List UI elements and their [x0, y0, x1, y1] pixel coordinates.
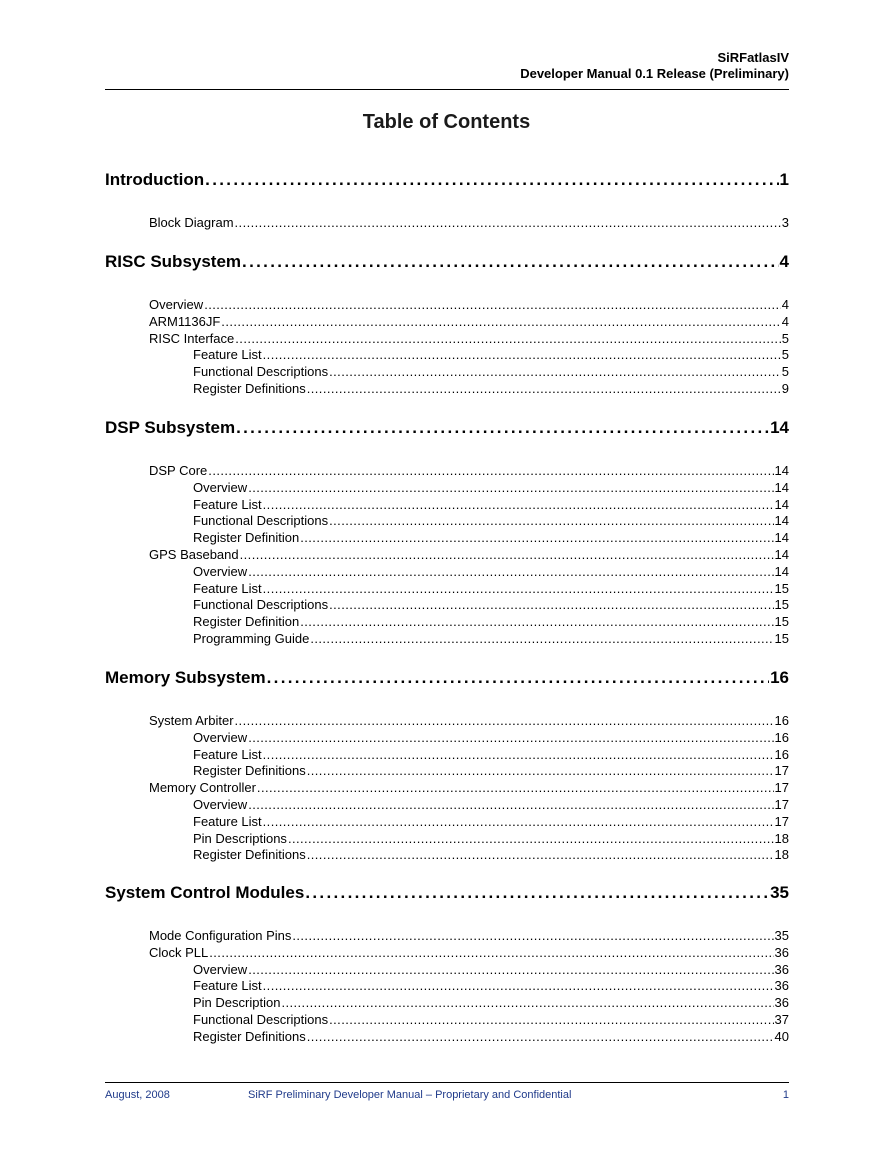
toc-entry-label: Programming Guide	[193, 631, 310, 646]
page-header	[520, 50, 789, 82]
dot-leader	[292, 928, 773, 943]
toc-chapter-entry[interactable]	[105, 170, 789, 192]
dot-leader	[248, 480, 773, 495]
toc-entry-page: 36	[774, 961, 789, 977]
dot-leader	[329, 1012, 773, 1027]
toc-entry-label: Memory Controller	[149, 780, 256, 796]
toc-entry-label: Overview	[149, 297, 204, 312]
toc-section-entry[interactable]	[105, 314, 789, 331]
toc-entry-label: GPS Baseband	[149, 547, 239, 562]
toc-entry-page: 17	[774, 813, 789, 829]
toc-entry-page: 16	[774, 713, 789, 728]
toc-entry-label: Functional Descriptions	[193, 364, 329, 380]
toc-entry-label: ARM1136JF	[149, 313, 221, 329]
header-rule	[105, 89, 789, 90]
toc-subsection-entry[interactable]	[105, 978, 789, 995]
dot-leader	[236, 418, 769, 438]
toc-entry-label: Functional Descriptions	[193, 597, 329, 613]
toc-subsection-entry[interactable]	[105, 497, 789, 514]
toc-entry-page: 14	[774, 530, 789, 546]
dot-leader	[248, 564, 773, 579]
toc-entry-page: 36	[774, 995, 789, 1011]
toc-subsection-entry[interactable]	[105, 347, 789, 364]
toc-entry-label: Register Definitions	[193, 847, 306, 863]
toc-entry-label: Register Definition	[193, 530, 300, 546]
toc-entry-page: 14	[774, 463, 789, 478]
toc-entry-page: 36	[774, 978, 789, 994]
dot-leader	[281, 995, 773, 1010]
toc-subsection-entry[interactable]	[105, 763, 789, 780]
toc-entry-label: Overview	[193, 563, 248, 579]
toc-entry-label: RISC Subsystem	[105, 252, 242, 271]
toc-entry-page: 14	[774, 496, 789, 512]
toc-chapter-entry[interactable]	[105, 883, 789, 905]
toc-entry-page: 14	[770, 418, 789, 437]
dot-leader	[307, 1029, 774, 1044]
toc-subsection-entry[interactable]	[105, 730, 789, 747]
dot-leader	[263, 747, 774, 762]
toc-entry-page: 14	[774, 563, 789, 579]
dot-leader	[248, 797, 773, 812]
toc-subsection-entry[interactable]	[105, 597, 789, 614]
toc-entry-label: Overview	[193, 961, 248, 977]
toc-entry-label: Register Definitions	[193, 1028, 306, 1044]
dot-leader	[209, 945, 773, 960]
toc-entry-label: Clock PLL	[149, 944, 209, 960]
dot-leader	[235, 331, 781, 346]
toc-entry-page: 17	[774, 797, 789, 812]
toc-entry-label: Overview	[193, 797, 248, 812]
dot-leader	[329, 513, 773, 528]
dot-leader	[240, 547, 774, 562]
toc-subsection-entry[interactable]	[105, 747, 789, 764]
toc-subsection-entry[interactable]	[105, 797, 789, 814]
dot-leader	[263, 978, 774, 993]
toc-entry-label: Functional Descriptions	[193, 513, 329, 529]
dot-leader	[305, 883, 769, 903]
toc-entry-label: Register Definitions	[193, 381, 306, 396]
toc-entry-page: 37	[774, 1012, 789, 1027]
toc-entry-label: Block Diagram	[149, 215, 234, 230]
toc-subsection-entry[interactable]	[105, 962, 789, 979]
toc-entry-label: Feature List	[193, 496, 262, 512]
dot-leader	[263, 347, 781, 362]
toc-subsection-entry[interactable]	[105, 847, 789, 864]
toc-entry-label: Feature List	[193, 746, 262, 762]
toc-entry-page: 4	[781, 297, 789, 312]
dot-leader	[307, 847, 774, 862]
toc-entry-page: 35	[774, 928, 789, 943]
footer-date: August, 2008	[105, 1089, 170, 1101]
toc-entry-page: 4	[781, 313, 789, 329]
toc-entry-label: Feature List	[193, 978, 262, 994]
toc-entry-label: RISC Interface	[149, 330, 235, 346]
toc-section-entry[interactable]	[105, 713, 789, 730]
dot-leader	[208, 463, 773, 478]
toc-subsection-entry[interactable]	[105, 480, 789, 497]
toc-entry-page: 5	[781, 364, 789, 380]
toc-subsection-entry[interactable]	[105, 1029, 789, 1046]
dot-leader	[248, 730, 773, 745]
toc-entry-page: 15	[774, 597, 789, 613]
toc-entry-label: Register Definitions	[193, 763, 306, 779]
dot-leader	[307, 763, 774, 778]
toc-entry-page: 18	[774, 847, 789, 863]
toc-subsection-entry[interactable]	[105, 614, 789, 631]
toc-entry-label: Introduction	[105, 170, 205, 189]
toc-entry-page: 36	[774, 944, 789, 960]
toc-entry-label: Feature List	[193, 813, 262, 829]
toc-entry-page: 35	[770, 883, 789, 902]
toc-entry-label: Pin Description	[193, 995, 281, 1011]
toc-subsection-entry[interactable]	[105, 631, 789, 648]
toc-entry-page: 15	[774, 631, 789, 646]
toc-subsection-entry[interactable]	[105, 513, 789, 530]
dot-leader	[288, 831, 774, 846]
toc-entry-label: DSP Subsystem	[105, 418, 236, 437]
toc-entry-label: Feature List	[193, 347, 262, 363]
toc-entry-page: 5	[781, 347, 789, 363]
toc-entry-label: Overview	[193, 729, 248, 745]
toc-subsection-entry[interactable]	[105, 995, 789, 1012]
toc-title: Table of Contents	[362, 111, 531, 133]
footer-page-number: 1	[782, 1089, 789, 1101]
toc-entry-page: 16	[774, 746, 789, 762]
dot-leader	[263, 581, 774, 596]
toc-entry-label: System Control Modules	[105, 883, 305, 902]
dot-leader	[235, 215, 781, 230]
toc-entry-label: Memory Subsystem	[105, 668, 266, 687]
toc-section-entry[interactable]	[105, 297, 789, 314]
toc-entry-page: 40	[774, 1028, 789, 1044]
toc-chapter-entry[interactable]	[105, 668, 789, 690]
toc-chapter-entry[interactable]	[105, 252, 789, 274]
toc-subsection-entry[interactable]	[105, 581, 789, 598]
toc-entry-label: Overview	[193, 479, 248, 495]
toc-entry-page: 16	[770, 668, 789, 687]
dot-leader	[263, 814, 774, 829]
dot-leader	[221, 314, 780, 329]
toc-chapter-entry[interactable]	[105, 418, 789, 440]
dot-leader	[204, 297, 781, 312]
toc-entry-page: 4	[779, 252, 789, 271]
toc-entry-page: 17	[774, 780, 789, 796]
footer-notice: SiRF Preliminary Developer Manual – Proprietary and Confidential	[248, 1089, 572, 1101]
toc-section-entry[interactable]	[105, 215, 789, 232]
toc-entry-page: 14	[774, 547, 789, 562]
dot-leader	[329, 364, 781, 379]
dot-leader	[205, 170, 778, 190]
toc-entry-label: Feature List	[193, 580, 262, 596]
header-manual-title: Developer Manual 0.1 Release (Preliminary)	[520, 66, 789, 81]
header-product: SiRFatlasIV	[717, 50, 789, 65]
toc-section-entry[interactable]	[105, 780, 789, 797]
toc-subsection-entry[interactable]	[105, 364, 789, 381]
toc-subsection-entry[interactable]	[105, 814, 789, 831]
toc-entry-page: 15	[774, 614, 789, 630]
toc-subsection-entry[interactable]	[105, 530, 789, 547]
dot-leader	[235, 713, 774, 728]
dot-leader	[263, 497, 774, 512]
dot-leader	[310, 631, 773, 646]
dot-leader	[300, 530, 773, 545]
toc-subsection-entry[interactable]	[105, 831, 789, 848]
toc-entry-label: DSP Core	[149, 463, 208, 478]
toc-section-entry[interactable]	[105, 945, 789, 962]
toc-entry-label: Register Definition	[193, 614, 300, 630]
toc-section-entry[interactable]	[105, 928, 789, 945]
dot-leader	[300, 614, 773, 629]
dot-leader	[242, 252, 778, 272]
toc-entry-page: 14	[774, 513, 789, 529]
footer-rule	[105, 1082, 789, 1083]
toc-subsection-entry[interactable]	[105, 381, 789, 398]
toc-entry-label: Mode Configuration Pins	[149, 928, 292, 943]
dot-leader	[267, 668, 769, 688]
toc-subsection-entry[interactable]	[105, 564, 789, 581]
toc-entry-page: 17	[774, 763, 789, 779]
dot-leader	[329, 597, 773, 612]
toc-entry-page: 16	[774, 729, 789, 745]
toc-entry-label: Pin Descriptions	[193, 830, 287, 846]
toc-entry-page: 14	[774, 479, 789, 495]
toc-entry-label: Functional Descriptions	[193, 1012, 329, 1027]
toc-section-entry[interactable]	[105, 331, 789, 348]
dot-leader	[257, 780, 774, 795]
toc-section-entry[interactable]	[105, 547, 789, 564]
dot-leader	[307, 381, 781, 396]
toc-entry-page: 5	[781, 330, 789, 346]
toc-entry-page: 3	[781, 215, 789, 230]
dot-leader	[248, 962, 773, 977]
toc-entry-page: 9	[781, 381, 789, 396]
toc-entry-page: 15	[774, 580, 789, 596]
toc-entry-label: System Arbiter	[149, 713, 234, 728]
toc-section-entry[interactable]	[105, 463, 789, 480]
toc-subsection-entry[interactable]	[105, 1012, 789, 1029]
toc-entry-page: 18	[774, 830, 789, 846]
toc-entry-page: 1	[779, 170, 789, 189]
